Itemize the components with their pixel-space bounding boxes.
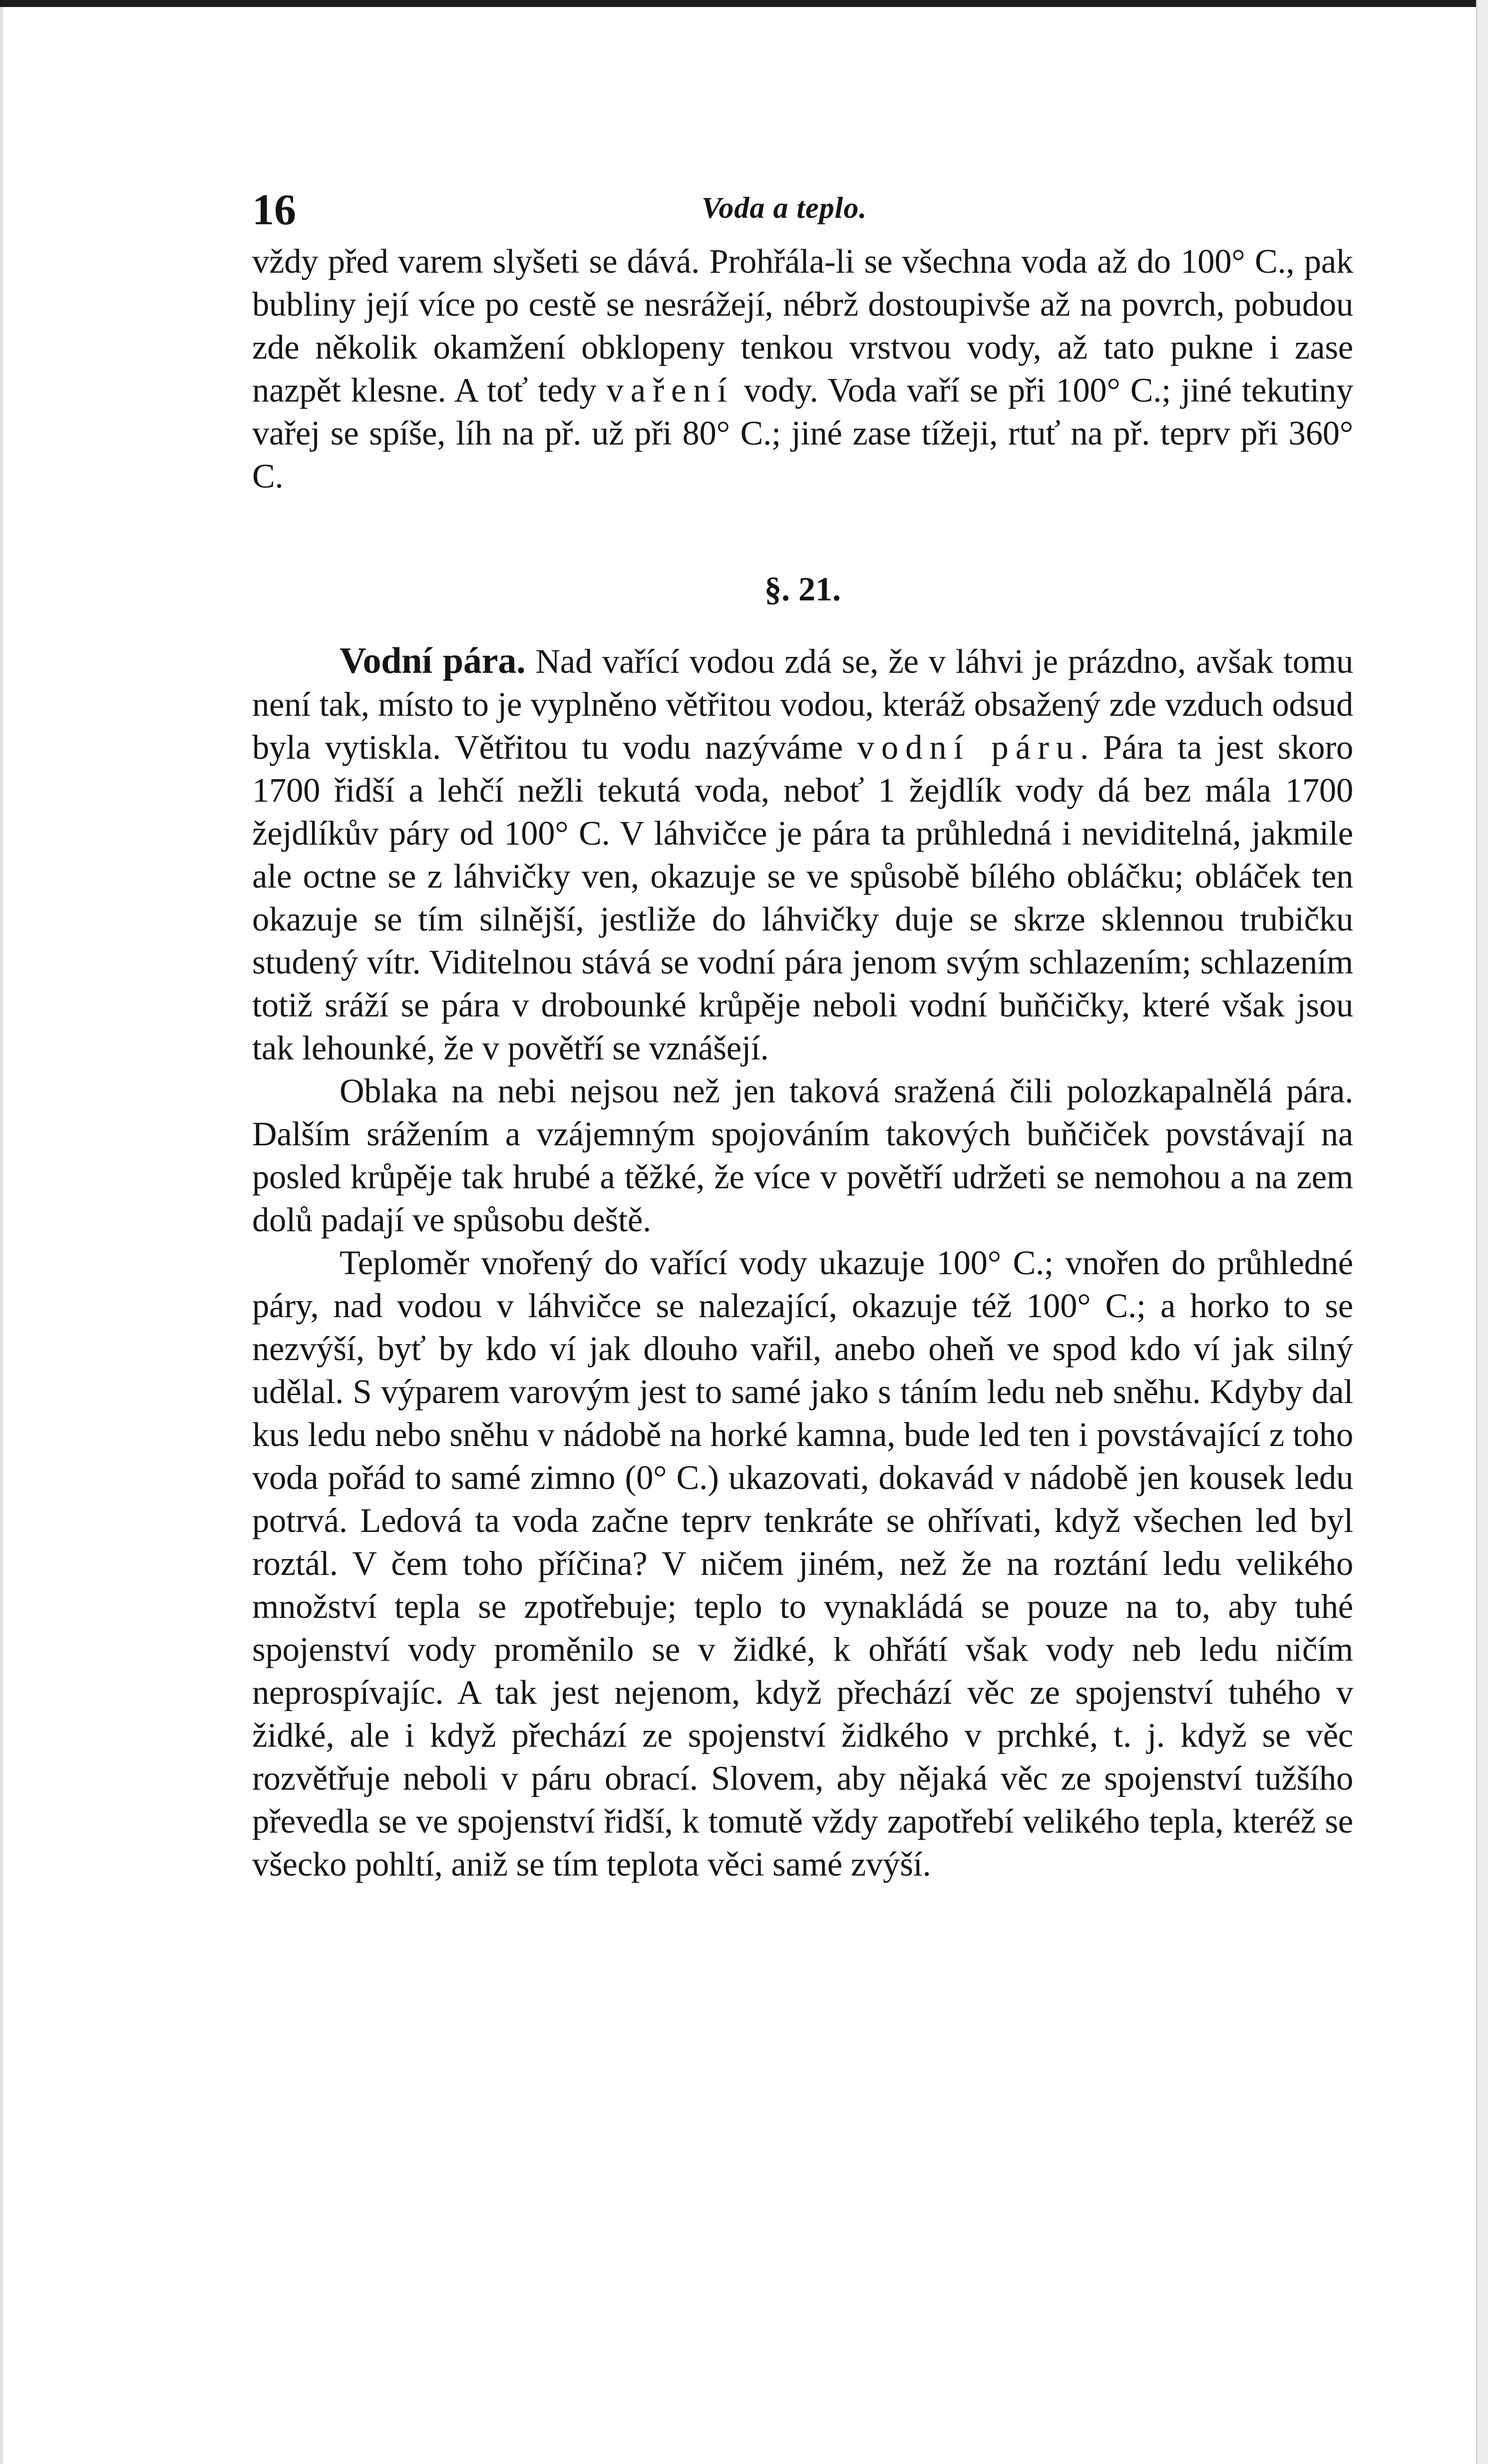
paragraph-steam <box>252 639 1353 1069</box>
scan-top-edge <box>0 0 1488 7</box>
term-vareni: vaření <box>606 371 734 409</box>
running-head <box>252 175 1353 240</box>
term-vodni-para: vodní páru <box>857 728 1081 766</box>
running-title: Voda a teplo. <box>702 191 867 224</box>
paragraph-thermometer: Teploměr vnořený do vařící vody ukazuje 100° C.; vnořen do průhledné páry, nad vodou v láhvičce se nalezající, okazuje též 100° C.; a horko to se nezvýší, byť by kdo ví jak dlouho vařil, anebo oheň ve spod kdo ví jak silný udělal. S výparem varovým jest to samé jako s táním ledu neb sněhu. Kdyby dal kus ledu nebo sněhu v nádobě na horké kamna, bude led ten i povstávající z toho voda pořád to samé zimno (0° C.) ukazovati, dokavád v nádobě jen kousek ledu potrvá. Ledová ta voda začne teprv tenkráte se ohřívati, když všechen led byl roztál. V čem toho příčina? V ničem jiném, než že na roztání ledu velikého množství tepla se zpotřebuje; teplo to vynakládá se pouze na to, aby tuhé spojenství vody proměnilo se v židké, k ohřátí však vody neb ledu ničím neprospívajíc. A tak jest nejenom, když přechází věc ze spojenství tuhého v židké, ale i když přechází ze spojenství židkého v prchké, t. j. když se věc rozvětřuje neboli v páru obrací. Slovem, aby nějaká věc ze spojenství tužšího převedla se ve spojenství řidší, k tomutě vždy zapotřebí velikého tepla, kteréž se všecko pohltí, aniž se tím teplota věci samé zvýší. <box>252 1244 1353 1883</box>
body-text <box>252 240 1353 1886</box>
paragraph-clouds: Oblaka na nebi nejsou než jen taková sražená čili polozkapalnělá pára. Dalším srážením a vzájemným spojováním takových buňčiček povstávají na posled krůpěje tak hrubé a těžké, že více v povětří udržeti se nemohou a na zem dolů padají ve spůsobu deště. <box>252 1072 1353 1239</box>
paragraph-boiling-text-2: vody. Voda vaří se při 100° C.; jiné tekutiny vařej se spíše, líh na př. už při 80° C.; jiné zase tížeji, rtuť na př. teprv při 360° C. <box>252 371 1353 495</box>
scan-right-edge <box>1476 0 1488 2464</box>
page-number: 16 <box>252 186 296 234</box>
paragraph-boiling <box>252 240 1353 497</box>
paragraph-steam-lead: Vodní pára. <box>340 640 526 681</box>
book-page <box>252 175 1353 1886</box>
paragraph-steam-text-1: Nad vařící vodou zdá se, že v láhvi je prázdno, avšak tomu není tak, místo to je vyplněno větřitou vodou, kteráž obsažený zde vzduch odsud byla vytiskla. Větřitou tu vodu nazýváme <box>252 642 1353 766</box>
paragraph-boiling-text-1: vždy před varem slyšeti se dává. Prohřála-li se všechna voda až do 100° C., pak bubliny její více po cestě se nesrážejí, nébrž dostoupivše až na povrch, pobudou zde několik okamžení obklopeny tenkou vrstvou vody, až tato pukne i zase nazpět klesne. A toť tedy <box>252 242 1353 409</box>
scan-left-edge <box>0 7 3 2464</box>
paragraph-steam-text-2: . Pára ta jest skoro 1700 řidší a lehčí nežli tekutá voda, neboť 1 žejdlík vody dá bez mála 1700 žejdlíkův páry od 100° C. V láhvičce je pára ta průhledná i neviditelná, jakmile ale octne se z láhvičky ven, okazuje se ve spůsobě bílého obláčku; obláček ten okazuje se tím silnější, jestliže do láhvičky duje se skrze sklennou trubičku studený vítr. Viditelnou stává se vodní pára jenom svým schlazením; schlazením totiž sráží se pára v drobounké krůpěje neboli vodní buňčičky, které však jsou tak lehounké, že v povětří se vznášejí. <box>252 728 1354 1067</box>
section-heading: §. 21. <box>764 570 841 608</box>
